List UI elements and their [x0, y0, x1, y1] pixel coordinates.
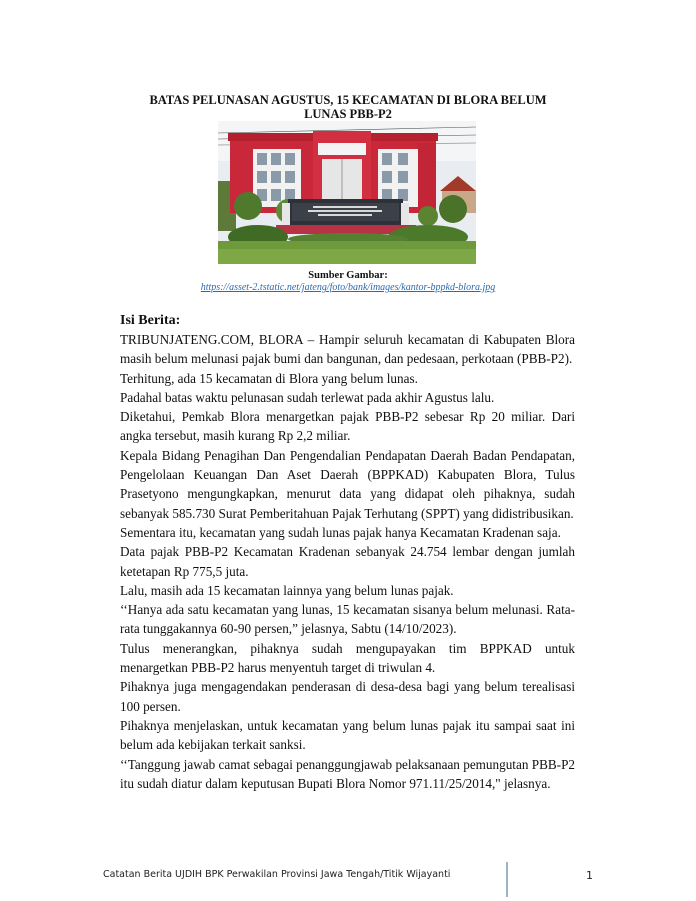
footer-divider	[506, 862, 508, 897]
section-heading: Isi Berita:	[120, 313, 181, 328]
image-source-link[interactable]: https://asset-2.tstatic.net/jateng/foto/bank/images/kantor-bppkd-blora.jpg	[200, 282, 496, 293]
paragraph: Data pajak PBB-P2 Kecamatan Kradenan sebanyak 24.754 lembar dengan jumlah ketetapan Rp 775,5 juta.	[120, 544, 575, 579]
paragraph: Terhitung, ada 15 kecamatan di Blora yang belum lunas.	[120, 370, 418, 386]
article-title	[120, 93, 576, 121]
paragraph: Pihaknya juga mengagendakan penderasan di desa-desa bagi yang belum terealisasi 100 persen.	[120, 679, 575, 714]
article-photo	[218, 121, 476, 264]
building-illustration	[218, 121, 476, 264]
paragraph: Diketahui, Pemkab Blora menargetkan pajak PBB-P2 sebesar Rp 20 miliar. Dari angka tersebut, masih kurang Rp 2,2 miliar.	[120, 409, 575, 444]
paragraph: Kepala Bidang Penagihan Dan Pengendalian Pendapatan Daerah Badan Pendapatan, Pengelolaan Keuangan Dan Aset Daerah (BPPKAD) Kabupaten Blora, Tulus Prasetyono mengungkapkan, menurut data yang didapat oleh pihaknya, sudah sebanyak 585.730 Surat Pemberitahuan Pajak Terhutang (SPPT) yang didistribusikan.	[120, 447, 575, 521]
paragraph: Tulus menerangkan, pihaknya sudah mengupayakan tim BPPKAD untuk menargetkan PBB-P2 harus menyentuh target di triwulan 4.	[120, 640, 575, 676]
paragraph: ‘‘Hanya ada satu kecamatan yang lunas, 15 kecamatan sisanya belum melunasi. Rata-rata tunggakannya 60-90 persen,” jelasnya, Sabtu (14/10/2023).	[120, 602, 575, 637]
article-title-line-1: BATAS PELUNASAN AGUSTUS, 15 KECAMATAN DI BLORA BELUM	[149, 93, 547, 107]
paragraph: TRIBUNJATENG.COM, BLORA – Hampir seluruh kecamatan di Kabupaten Blora masih belum melunasi pajak bumi dan bangunan, dan pedesaan, perkotaan (PBB-P2).	[120, 332, 575, 367]
page-number: 1	[586, 869, 593, 882]
paragraph: ‘‘Tanggung jawab camat sebagai penanggungjawab pelaksanaan pemungutan PBB-P2 itu sudah diatur dalam keputusan Bupati Blora Nomor 971.11/25/2014," jelasnya.	[120, 756, 575, 791]
article-body	[120, 330, 575, 793]
footer-credit: Catatan Berita UJDIH BPK Perwakilan Provinsi Jawa Tengah/Titik Wijayanti	[103, 869, 451, 880]
paragraph: Padahal batas waktu pelunasan sudah terlewat pada akhir Agustus lalu.	[120, 389, 495, 405]
article-title-line-2: LUNAS PBB-P2	[304, 107, 392, 121]
image-source-label: Sumber Gambar:	[308, 270, 388, 281]
paragraph: Sementara itu, kecamatan yang sudah lunas pajak hanya Kecamatan Kradenan saja.	[120, 524, 561, 540]
paragraph: Pihaknya menjelaskan, untuk kecamatan yang belum lunas pajak itu sampai saat ini belum ada kebijakan terkait sanksi.	[120, 717, 575, 753]
paragraph: Lalu, masih ada 15 kecamatan lainnya yang belum lunas pajak.	[120, 582, 454, 598]
